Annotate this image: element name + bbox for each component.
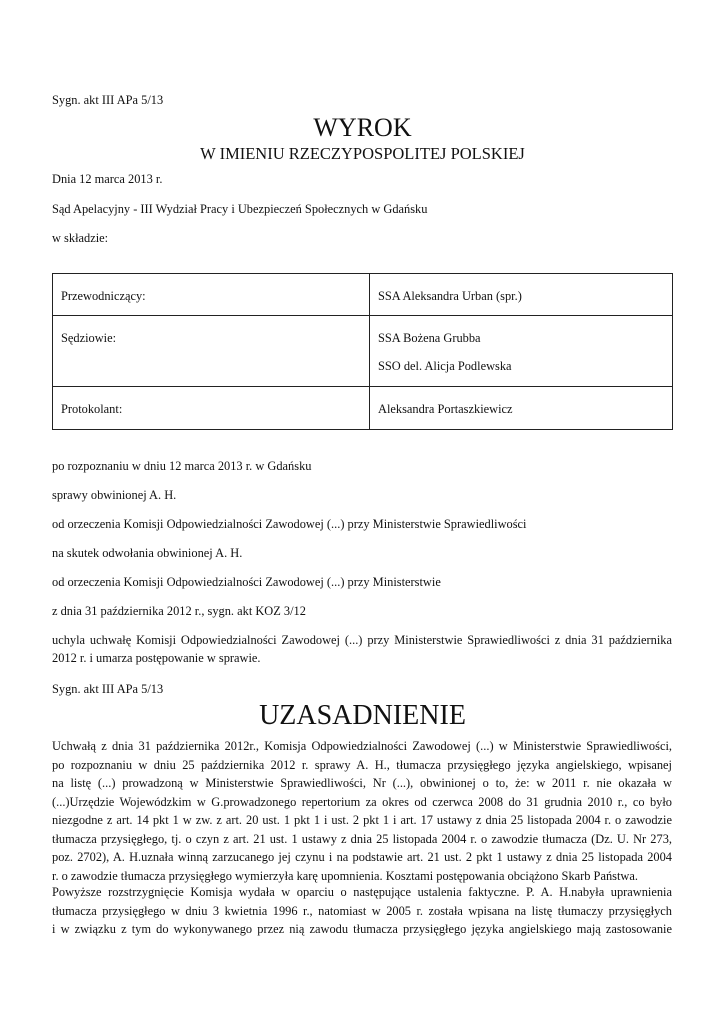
table-row	[53, 387, 673, 430]
court-name: Sąd Apelacyjny - III Wydział Pracy i Ubezpieczeń Społecznych w Gdańsku	[52, 202, 428, 216]
paragraph1-line-7: poz. 2702), A. H.uznała winną zarzucanego jej czynu i na podstawie art. 21 ust. 2 pkt 1 ustawy z dnia 25 listopada 2004	[52, 850, 672, 864]
paragraph2-line-2: tłumacza przysięgłego w dniu 3 kwietnia 1996 r., natomiast w 2005 r. została wpisana na listę tłumaczy przysięgłych	[52, 903, 672, 918]
judge-name-2: SSO del. Alicja Podlewska	[378, 359, 512, 373]
judgment-title: WYROK	[313, 113, 412, 142]
paragraph1-line-5: niezgodne z art. 14 pkt 1 w zw. z art. 20 ust. 1 pkt 1 i ust. 2 pkt 1 i art. 17 ustawy z dnia 25 listopada 2004 r. o zawodzie	[52, 813, 672, 827]
table-row	[53, 274, 673, 316]
judgment-subtitle: W IMIENIU RZECZYPOSPOLITEJ POLSKIEJ	[200, 144, 525, 163]
case-number-top: Sygn. akt III APa 5/13	[52, 93, 164, 107]
names-cell	[370, 387, 673, 430]
ruling-decision	[52, 631, 672, 667]
decision-line-2: 2012 r. i umarza postępowanie w sprawie.	[52, 651, 261, 665]
names-cell	[370, 316, 673, 387]
decision-line-1: uchyla uchwałę Komisji Odpowiedzialności Zawodowej (...) przy Ministerstwie Sprawiedliwości z dnia 31 października	[52, 633, 672, 647]
role-judges: Sędziowie:	[61, 331, 117, 345]
paragraph1-line-3: na listę (...) prowadzoną w Ministerstwie Sprawiedliwości, Nr (...), obwinionej o to, że: w 2011 r. nie okazała w	[52, 776, 672, 790]
role-cell	[53, 316, 370, 387]
role-clerk: Protokolant:	[61, 402, 123, 416]
clerk-name: Aleksandra Portaszkiewicz	[378, 402, 513, 416]
role-presiding: Przewodniczący:	[61, 289, 146, 303]
judgment-date: Dnia 12 marca 2013 r.	[52, 172, 163, 186]
table-row	[53, 316, 673, 387]
judge-name-1: SSA Bożena Grubba	[378, 331, 481, 345]
composition-label: w składzie:	[52, 231, 109, 245]
ruling-line-4: na skutek odwołania obwinionej A. H.	[52, 546, 243, 560]
role-cell	[53, 274, 370, 316]
paragraph1-line-2: po rozpoznaniu w dniu 25 października 2012 r. sprawy A. H., tłumacza przysięgłego języka angielskiego, wpisanej	[52, 757, 672, 772]
justification-paragraph-2	[52, 883, 672, 939]
presiding-judge-name: SSA Aleksandra Urban (spr.)	[378, 289, 522, 303]
ruling-line-1: po rozpoznaniu w dniu 12 marca 2013 r. w Gdańsku	[52, 459, 312, 473]
case-number-justification: Sygn. akt III APa 5/13	[52, 682, 164, 696]
composition-table	[52, 273, 673, 430]
paragraph1-line-4: (...)Urzędzie Wojewódzkim w G.prowadzonego repertorium za okres od czerwca 2008 do 31 grudnia 2010 r., co było	[52, 794, 672, 809]
justification-title: UZASADNIENIE	[259, 700, 466, 731]
paragraph1-line-8: r. o zawodzie tłumacza przysięgłego wymierzyła karę upomnienia. Kosztami postępowania obciążono Skarb Państwa.	[52, 868, 638, 883]
ruling-line-5: od orzeczenia Komisji Odpowiedzialności Zawodowej (...) przy Ministerstwie	[52, 575, 441, 589]
paragraph2-line-1: Powyższe rozstrzygnięcie Komisja wydała w oparciu o następujące ustalenia faktyczne. P. A. H.nabyła uprawnienia	[52, 885, 672, 899]
role-cell	[53, 387, 370, 430]
paragraph2-line-3: i w związku z tym do wykonywanego przez nią zawodu tłumacza przysięgłego języka angielskiego mają zastosowanie	[52, 922, 672, 936]
ruling-line-3: od orzeczenia Komisji Odpowiedzialności Zawodowej (...) przy Ministerstwie Sprawiedliwości	[52, 517, 527, 531]
paragraph1-line-6: tłumacza przysięgłego, tj. o czyn z art. 21 ust. 1 ustawy z dnia 25 listopada 2004 r. o zawodzie tłumacza (Dz. U. Nr 273,	[52, 831, 672, 846]
justification-paragraph-1	[52, 737, 672, 885]
ruling-line-2: sprawy obwinionej A. H.	[52, 488, 177, 502]
judges-names	[378, 316, 664, 374]
names-cell	[370, 274, 673, 316]
paragraph1-line-1: Uchwałą z dnia 31 października 2012r., Komisja Odpowiedzialności Zawodowej (...) w Ministerstwie Sprawiedliwości,	[52, 739, 672, 753]
ruling-line-6: z dnia 31 października 2012 r., sygn. akt KOZ 3/12	[52, 604, 306, 618]
